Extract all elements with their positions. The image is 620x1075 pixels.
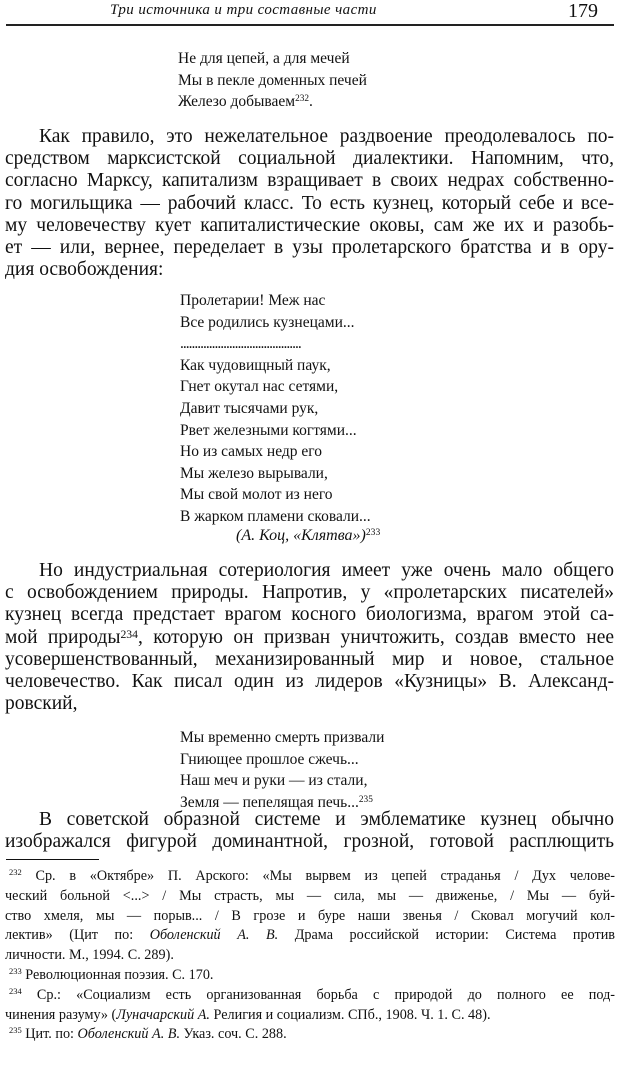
text-line: ровский, [5,693,78,715]
footnote-text: лектив» (Цит по: [5,927,150,944]
verse-line: Мы временно смерть призвали [180,729,385,746]
verse-line: Рвет железными когтями... [180,421,357,439]
verse-epigraph [178,48,367,113]
footnote-232-line: личности. М., 1994. С. 289). [5,947,174,964]
verse-line: Как чудовищный паук, [180,356,331,374]
text-line: усовершенствованный, механизированный мир и новое, стальное [5,648,614,670]
footnote-234-line [5,986,615,1006]
footnote-ref-234[interactable]: 234 [120,627,138,641]
footnote-232-line: ческий больной <...> / Мы страсть, мы — сила, мы — движенье, / Мы — буй- [5,887,615,904]
footnote-text: Ср.: «Социализм есть организованная борьба с природой до полного ее под- [36,986,616,1003]
footnote-number: 234 [9,985,22,996]
footnote-text: Революционная поэзия. С. 170. [25,966,214,983]
footnote-ref-232[interactable]: 232 [295,94,310,105]
verse-line: Железо добываем$^{232}$. [178,93,313,111]
footnote-233 [5,966,615,986]
text-fragment: , которую он призван уничтожить, создав вместо нее [137,626,615,648]
paragraph-3 [5,809,614,853]
footnote-author: Луначарский А. [116,1006,210,1023]
text-line: изображался фигурой доминантной, грозной, готовой расплющить [5,831,614,853]
verse-line: Гниющее прошлое сжечь... [180,750,359,768]
footnote-232-line [5,926,615,946]
footnote-number: 233 [9,965,22,976]
text-line: В советской образной системе и эмблематике кузнец обычно [39,809,614,830]
text-fragment: мой природы [5,626,121,648]
footnote-text: Цит. по: [25,1026,78,1043]
text-line [5,627,614,649]
footnote-author: Оболенский А. В. [77,1026,180,1043]
verse-line: В жарком пламени сковали... [180,507,371,525]
verse-line: Давит тысячами рук, [180,399,319,417]
footnote-235 [5,1025,615,1045]
verse-attribution [236,527,380,545]
footnote-number: 232 [9,867,22,877]
verse-poem-kots [180,290,371,528]
footnote-text: чинения разуму» ( [5,1006,117,1023]
text-line: Как правило, это нежелательное раздвоение преодолевалось по- [39,126,614,147]
verse-line-text: Железо добываем [178,93,296,111]
footnote-232-line [5,867,615,887]
verse-line-text: Земля — пепелящая печь... [180,793,359,811]
text-line: му человечеству кует капиталистические оковы, сам же их и разобь- [5,214,614,236]
paragraph-1 [5,126,614,281]
footnote-author: Оболенский А. В. [149,927,279,944]
verse-line: Мы железо вырывали, [180,464,328,482]
verse-line: Все родились кузнецами... [180,313,355,331]
text-line: человечество. Как писал один из лидеров «Кузницы» В. Александ- [5,671,614,693]
verse-ellipsis: .......................................... [180,335,301,353]
footnote-number: 235 [9,1025,22,1036]
text-line: кузнец всегда предстает врагом косного биологизма, врагом этой са- [5,604,614,626]
running-header-title: Три источника и три составные части [110,2,377,18]
text-line: согласно Марксу, капитализм взращивает в своих недрах собственно- [5,170,614,192]
footnote-separator [6,859,99,860]
text-line: дия освобождения: [5,259,164,281]
attribution-text: (А. Коц, «Клятва») [236,527,366,544]
text-line: ет — или, вернее, переделает в узы пролетарского братства и в ору- [5,237,614,259]
verse-line: Не для цепей, а для мечей [178,50,350,67]
verse-poem-aleksandrovsky [180,727,384,813]
footnote-text: Указ. соч. С. 288. [180,1026,287,1043]
text-line: го могильщика — рабочий класс. То есть кузнец, который себе и все- [5,192,614,214]
paragraph-2 [5,560,614,715]
footnotes [5,867,615,1045]
verse-line: Наш меч и руки — из стали, [180,772,368,790]
footnote-ref-233[interactable]: 233 [365,527,381,538]
footnote-text: Религия и социализм. СПб., 1908. Ч. 1. С. 48). [209,1006,491,1023]
footnote-ref-235[interactable]: 235 [358,794,373,805]
running-header [0,0,620,30]
text-line: Но индустриальная сотериология имеет уже очень мало общего [39,560,614,581]
verse-line: Пролетарии! Меж нас [180,292,326,309]
footnote-234-line [5,1006,615,1026]
text-line: с освобождением природы. Напротив, у «пролетарских писателей» [5,582,614,604]
footnote-text: Драма российской истории: Система против [278,927,615,944]
header-rule [6,24,614,26]
verse-line: Мы в пекле доменных печей [178,71,367,89]
footnote-232-line: ство хмеля, мы — порыв... / В грозе и буре наши звенья / Сковал могучий кол- [5,907,615,924]
verse-line: Но из самых недр его [180,443,322,461]
text-line: средством марксистской социальной диалектики. Напомним, что, [5,148,614,170]
page-number: 179 [568,0,598,22]
footnote-text: Ср. в «Октябре» П. Арского: «Мы вырвем из цепей страданья / Дух челове- [35,868,615,884]
verse-line: Мы свой молот из него [180,486,333,504]
verse-line: Гнет окутал нас сетями, [180,378,339,396]
